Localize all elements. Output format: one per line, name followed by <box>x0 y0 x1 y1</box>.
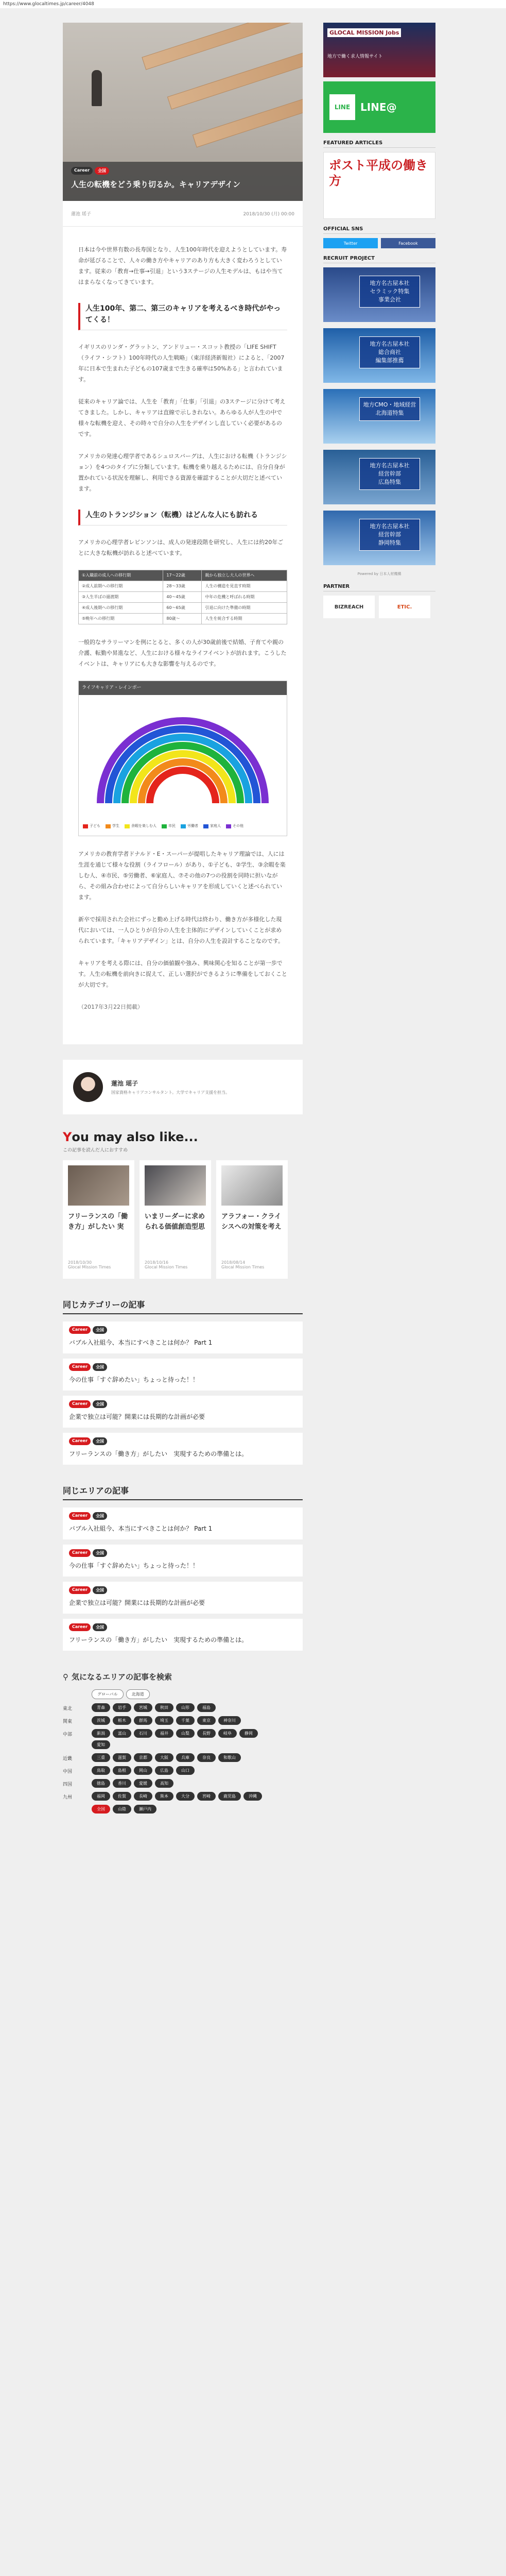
area-search-heading: ⚲ 気になるエリアの記事を検索 <box>63 1672 172 1682</box>
card-image <box>145 1165 206 1206</box>
table-cell: 80歳〜 <box>163 614 202 624</box>
card-date: 2018/10/30 <box>68 1260 92 1265</box>
area-pill[interactable]: 静岡 <box>239 1729 258 1738</box>
card-site: Glocal Mission Times <box>68 1265 111 1269</box>
recruit-banner[interactable] <box>323 389 435 444</box>
region-row <box>63 1689 303 1699</box>
table-cell: 60〜65歳 <box>163 603 202 614</box>
area-pill[interactable]: 岐阜 <box>218 1729 237 1738</box>
section-title: 同じエリアの記事 <box>63 1484 303 1500</box>
area-pill[interactable]: 佐賀 <box>113 1792 131 1801</box>
area-pill[interactable]: 山梨 <box>176 1729 195 1738</box>
card-image <box>221 1165 283 1206</box>
region-label: 関東 <box>63 1719 73 1724</box>
card-title: フリーランスの「働き方」がしたい 実 <box>68 1213 128 1231</box>
card-date: 2018/10/16 <box>145 1260 169 1265</box>
recruit-banner[interactable] <box>323 328 435 383</box>
article-row[interactable] <box>63 1321 303 1353</box>
article-row[interactable] <box>63 1582 303 1614</box>
area-pill[interactable]: 和歌山 <box>218 1753 241 1762</box>
area-pill[interactable]: 青森 <box>92 1703 110 1712</box>
table-cell: ②成人前期への移行期 <box>79 581 163 592</box>
ymal-heading: You may also like... <box>63 1130 198 1144</box>
recruit-banner[interactable] <box>323 511 435 565</box>
paragraph: 日本は今や世界有数の長寿国となり、人生100年時代を迎えようとしています。寿命が延びることで、人々の働き方やキャリアのあり方も大きく変わろうとしています。従来の「教育→仕事→引退」という3ステージの人生モデルは、もはや当てはまらなくなってきています。 <box>78 246 287 285</box>
legend-item: 労働者 <box>181 821 198 832</box>
table-cell: 17〜22歳 <box>163 570 202 581</box>
area-pill[interactable]: 全国 <box>92 1805 110 1814</box>
area-pill[interactable]: 北海道 <box>126 1689 150 1699</box>
area-pill[interactable]: 兵庫 <box>176 1753 195 1762</box>
region-row <box>63 1792 303 1801</box>
main-column <box>63 23 303 1818</box>
rainbow-arc-7 <box>150 770 216 803</box>
article-body <box>63 227 303 1044</box>
transition-table <box>78 570 287 624</box>
row-title: バブル入社組今、本当にすべきことは何か？ Part 1 <box>69 1339 213 1346</box>
card-site: Glocal Mission Times <box>145 1265 188 1269</box>
area-pill[interactable]: 山陰 <box>113 1805 131 1814</box>
related-card[interactable] <box>216 1160 288 1279</box>
row-title: 企業で独立は可能？開業には長期的な計画が必要 <box>69 1413 205 1420</box>
area-pill[interactable]: 広島 <box>155 1766 173 1775</box>
region-row <box>63 1805 303 1814</box>
recruit-banner[interactable] <box>323 450 435 504</box>
article-meta <box>63 201 303 227</box>
area-pill[interactable]: 瀬戸内 <box>134 1805 156 1814</box>
area-pill[interactable]: 長崎 <box>134 1792 152 1801</box>
article-row[interactable] <box>63 1396 303 1428</box>
area-pill[interactable]: 高知 <box>155 1779 173 1788</box>
row-tag[interactable]: Career <box>69 1586 91 1594</box>
legend-item: 余暇を楽しむ人 <box>125 821 156 832</box>
region-label: 東北 <box>63 1706 73 1711</box>
area-pill[interactable]: 愛媛 <box>134 1779 152 1788</box>
hero-image <box>63 23 303 201</box>
person-silhouette <box>92 70 102 106</box>
row-tag[interactable]: 全国 <box>93 1586 107 1594</box>
row-title: 今の仕事「すぐ辞めたい」ちょっと待った！！ <box>69 1562 199 1569</box>
featured-heading: FEATURED ARTICLES <box>323 140 435 148</box>
area-pill[interactable]: 熊本 <box>155 1792 173 1801</box>
area-pill[interactable]: 東京 <box>197 1716 216 1725</box>
row-tag[interactable]: Career <box>69 1326 91 1334</box>
paragraph: 新卒で採用された会社にずっと勤め上げる時代は終わり、働き方が多様化した現代においては、一人ひとりが自分の人生を主体的にデザインしていくことが求められています。「キャリアデザイン」とは、自分の人生を設計することなのです。 <box>78 916 284 944</box>
article-author[interactable]: 蓮池 瑶子 <box>71 212 91 217</box>
region-label: 九州 <box>63 1795 73 1800</box>
paragraph: 従来のキャリア論では、人生を「教育」「仕事」「引退」の3ステージに分けて考えてきました。しかし、キャリアは直線で示しきれない。あらゆる人が人生の中で様々な転機を迎え、その時々で自分の人生をデザインし直していく必要があるのです。 <box>78 398 286 437</box>
table-cell: ③人生半ばの過渡期 <box>79 592 163 603</box>
ymal-sub: この記事を読んだ人におすすめ <box>63 1148 128 1153</box>
area-tag[interactable]: 全国 <box>95 167 109 175</box>
region-row <box>63 1716 303 1725</box>
area-pill[interactable]: 群馬 <box>134 1716 152 1725</box>
legend-item: その他 <box>226 821 243 832</box>
article-row[interactable] <box>63 1545 303 1577</box>
row-title: 企業で独立は可能？開業には長期的な計画が必要 <box>69 1599 205 1606</box>
area-pill[interactable]: 栃木 <box>113 1716 131 1725</box>
banner-text: 地方名古屋本社 総合商社 編集部推薦 <box>359 336 420 368</box>
paragraph: アメリカの教育学者ドナルド・E・スーパーが提唱したキャリア理論では、人には生涯を通じて様々な役割（ライフロール）があり、①子ども、②学生、③余暇を楽しむ人、④市民、⑤労働者、⑥家庭人、⑦その他の7つの役割を同時に担いながら、その組み合わせによって自分らしいキャリアを形成していくと述べられています。 <box>78 851 286 901</box>
area-pill[interactable]: 三重 <box>92 1753 110 1762</box>
area-pill[interactable]: 宮城 <box>134 1703 152 1712</box>
sidebar <box>323 23 435 618</box>
row-tag[interactable]: 全国 <box>93 1549 107 1557</box>
featured-banner[interactable] <box>323 152 435 219</box>
area-pill[interactable]: 新潟 <box>92 1729 110 1738</box>
life-career-rainbow-chart <box>78 681 287 836</box>
legend-item: 学生 <box>106 821 119 832</box>
area-pill[interactable]: 福島 <box>197 1703 216 1712</box>
paragraph: アメリカの心理学者レビンソンは、成人の発達段階を研究し、人生には約20年ごとに大きな転機が訪れると述べています。 <box>78 539 284 556</box>
related-card[interactable] <box>139 1160 211 1279</box>
area-pill[interactable]: グローバル <box>92 1689 124 1699</box>
address-bar[interactable]: https://www.glocaltimes.jp/career/4048 <box>0 0 506 8</box>
hero-caption <box>63 162 303 201</box>
row-title: バブル入社組今、本当にすべきことは何か？ Part 1 <box>69 1525 213 1532</box>
card-image <box>68 1165 129 1206</box>
area-pill[interactable]: 徳島 <box>92 1779 110 1788</box>
table-row <box>79 614 287 624</box>
ad-sub: 地方で働く求人情報サイト <box>327 54 383 59</box>
chart-title: ライフキャリア・レインボー <box>79 681 287 695</box>
powered-by: Powered by 日本人材機構 <box>357 572 402 576</box>
section-title: 同じカテゴリーの記事 <box>63 1298 303 1314</box>
area-pill[interactable]: 岩手 <box>113 1703 131 1712</box>
row-title: 今の仕事「すぐ辞めたい」ちょっと待った！！ <box>69 1376 199 1383</box>
article-date: 2018/10/30 (月) 00:00 <box>243 212 294 217</box>
table-cell: 中年の危機と呼ばれる時期 <box>202 592 287 603</box>
area-pill[interactable]: 富山 <box>113 1729 131 1738</box>
line-title: LINE@ <box>360 101 397 113</box>
row-tag[interactable]: 全国 <box>93 1512 107 1520</box>
paragraph: アメリカの発達心理学者であるシュロスバーグは、人生における転機（トランジション）を4つのタイプに分類しています。転機を乗り越えるためには、自分自身が置かれている状況を理解し、利用できる資源を確認することが大切だと述べています。 <box>78 453 287 492</box>
banner-text: 地方CMO・地域経営 北海道特集 <box>359 397 420 421</box>
line-ad[interactable] <box>323 81 435 133</box>
author-bio: 国家資格キャリアコンサルタント。大学でキャリア支援を担当。 <box>111 1090 230 1095</box>
area-pill[interactable]: 愛知 <box>92 1740 110 1749</box>
table-cell: ④成人後期への移行期 <box>79 603 163 614</box>
search-icon: ⚲ <box>63 1672 68 1682</box>
card-title: いまリーダーに求められる価値創造型思 <box>145 1213 205 1231</box>
avatar <box>73 1072 103 1102</box>
card-site: Glocal Mission Times <box>221 1265 265 1269</box>
region-label: 四国 <box>63 1782 73 1787</box>
legend-item: 家庭人 <box>203 821 221 832</box>
jobs-ad[interactable] <box>323 23 435 77</box>
rainbow-svg <box>79 695 287 819</box>
area-pill[interactable]: 島根 <box>113 1766 131 1775</box>
table-row <box>79 592 287 603</box>
area-pill[interactable]: 宮崎 <box>197 1792 216 1801</box>
table-row <box>79 603 287 614</box>
row-title: フリーランスの「働き方」がしたい 実現するための準備とは。 <box>69 1636 248 1643</box>
partner-heading: PARTNER <box>323 584 435 591</box>
twitter-button[interactable]: Twitter <box>323 238 378 248</box>
row-tag[interactable]: 全国 <box>93 1326 107 1334</box>
closing-date: （2017年3月22日掲載） <box>78 1004 143 1010</box>
table-cell: 人生を統合する時期 <box>202 614 287 624</box>
table-cell: 引退に向けた準備の時期 <box>202 603 287 614</box>
region-label <box>63 1805 92 1806</box>
row-tag[interactable]: Career <box>69 1512 91 1520</box>
region-row <box>63 1703 303 1712</box>
table-cell: 親から独立し大人の世界へ <box>202 570 287 581</box>
sns-heading: OFFICIAL SNS <box>323 226 435 234</box>
legend-item: 子ども <box>83 821 100 832</box>
paragraph: 一般的なサラリーマンを例にとると、多くの人が30歳前後で結婚、子育てや親の介護、転勤や昇進など、人生における様々なライフイベントが訪れます。こうしたイベントは、キャリアにも大きな影響を与えるのです。 <box>78 639 287 667</box>
article-title: 人生の転機をどう乗り切るか。キャリアデザイン <box>71 180 240 189</box>
area-pill[interactable]: 埼玉 <box>155 1716 173 1725</box>
area-pill[interactable]: 香川 <box>113 1779 131 1788</box>
section-heading: 人生のトランジション（転機）はどんな人にも訪れる <box>78 510 287 526</box>
recruit-banner[interactable] <box>323 267 435 322</box>
area-pill[interactable]: 千葉 <box>176 1716 195 1725</box>
article-row[interactable] <box>63 1433 303 1465</box>
author-box <box>63 1060 303 1114</box>
region-label <box>63 1689 92 1691</box>
banner-text: 地方名古屋本社 セラミック特集 事業会社 <box>359 276 420 308</box>
area-pill[interactable]: 長野 <box>197 1729 216 1738</box>
row-tag[interactable]: 全国 <box>93 1363 107 1371</box>
partner-bizreach[interactable]: BIZREACH <box>323 596 375 618</box>
same-area-section <box>63 1484 303 1651</box>
area-pill[interactable]: 大分 <box>176 1792 195 1801</box>
article-row[interactable] <box>63 1507 303 1539</box>
article-row[interactable] <box>63 1619 303 1651</box>
row-tag[interactable]: Career <box>69 1623 91 1631</box>
legend-item: 市民 <box>162 821 176 832</box>
partner-etic[interactable]: ETIC. <box>379 596 430 618</box>
same-category-section <box>63 1298 303 1465</box>
row-tag[interactable]: Career <box>69 1400 91 1408</box>
area-pill[interactable]: 滋賀 <box>113 1753 131 1762</box>
region-label: 中部 <box>63 1732 73 1737</box>
table-row <box>79 570 287 581</box>
row-tag[interactable]: 全国 <box>93 1437 107 1445</box>
recruit-heading: RECRUIT PROJECT <box>323 256 435 263</box>
article-row[interactable] <box>63 1359 303 1391</box>
area-pill[interactable]: 山形 <box>176 1703 195 1712</box>
author-name[interactable]: 蓮池 瑶子 <box>111 1080 138 1087</box>
area-pill[interactable]: 石川 <box>134 1729 152 1738</box>
area-pill[interactable]: 鳥取 <box>92 1766 110 1775</box>
paragraph: イギリスのリンダ・グラットン、アンドリュー・スコット教授の「LIFE SHIFT（ライフ・シフト）100年時代の人生戦略」（東洋経済新報社）によると、「2007年に日本で生まれた子どもの107歳まで生きる確率は50%ある」と言われています。 <box>78 344 285 383</box>
row-title: フリーランスの「働き方」がしたい 実現するための準備とは。 <box>69 1450 248 1458</box>
region-row <box>63 1729 303 1749</box>
region-label: 中国 <box>63 1769 73 1774</box>
row-tag[interactable]: 全国 <box>93 1400 107 1408</box>
area-pill[interactable]: 福井 <box>155 1729 173 1738</box>
area-pill[interactable]: 福岡 <box>92 1792 110 1801</box>
you-may-also-like <box>63 1130 303 1279</box>
table-row <box>79 581 287 592</box>
area-pill[interactable]: 岡山 <box>134 1766 152 1775</box>
area-pill[interactable]: 大阪 <box>155 1753 173 1762</box>
row-tag[interactable]: Career <box>69 1549 91 1557</box>
category-tag[interactable]: Career <box>71 167 93 175</box>
region-label: 近畿 <box>63 1756 73 1761</box>
table-cell: ①入職前の成人への移行期 <box>79 570 163 581</box>
area-pill[interactable]: 鹿児島 <box>218 1792 241 1801</box>
area-pill[interactable]: 神奈川 <box>218 1716 241 1725</box>
section-heading: 人生100年、第二、第三のキャリアを考えるべき時代がやってくる！ <box>78 303 287 330</box>
region-row <box>63 1753 303 1762</box>
area-pill[interactable]: 奈良 <box>197 1753 216 1762</box>
banner-text: 地方名古屋本社 経営幹部 静岡特集 <box>359 519 420 551</box>
card-date: 2018/08/14 <box>221 1260 246 1265</box>
area-pill[interactable]: 京都 <box>134 1753 152 1762</box>
area-search <box>63 1671 303 1814</box>
row-tag[interactable]: Career <box>69 1437 91 1445</box>
area-pill[interactable]: 沖縄 <box>243 1792 262 1801</box>
banner-text: 地方名古屋本社 経営幹部 広島特集 <box>359 458 420 490</box>
area-pill[interactable]: 秋田 <box>155 1703 173 1712</box>
chart-legend <box>79 819 287 836</box>
area-pill[interactable]: 茨城 <box>92 1716 110 1725</box>
region-row <box>63 1766 303 1775</box>
table-cell: 28〜33歳 <box>163 581 202 592</box>
table-cell: 人生の構造を見直す時期 <box>202 581 287 592</box>
area-pill[interactable]: 山口 <box>176 1766 195 1775</box>
featured-title: ポスト平成の働き方 <box>329 158 428 188</box>
card-title: アラフォー・クライシスへの対策を考え <box>221 1213 282 1231</box>
row-tag[interactable]: 全国 <box>93 1623 107 1631</box>
region-row <box>63 1779 303 1788</box>
table-cell: 40〜45歳 <box>163 592 202 603</box>
table-cell: ⑤晩年への移行期 <box>79 614 163 624</box>
facebook-button[interactable]: Facebook <box>381 238 435 248</box>
paragraph: キャリアを考える際には、自分の価値観や強み、興味関心を知ることが第一歩です。人生の転機を前向きに捉えて、正しい選択ができるように準備をしておくことが大切です。 <box>78 960 287 988</box>
ad-title: GLOCAL MISSION Jobs <box>327 28 401 37</box>
row-tag[interactable]: Career <box>69 1363 91 1371</box>
related-card[interactable] <box>63 1160 134 1279</box>
line-icon: LINE <box>329 94 355 120</box>
